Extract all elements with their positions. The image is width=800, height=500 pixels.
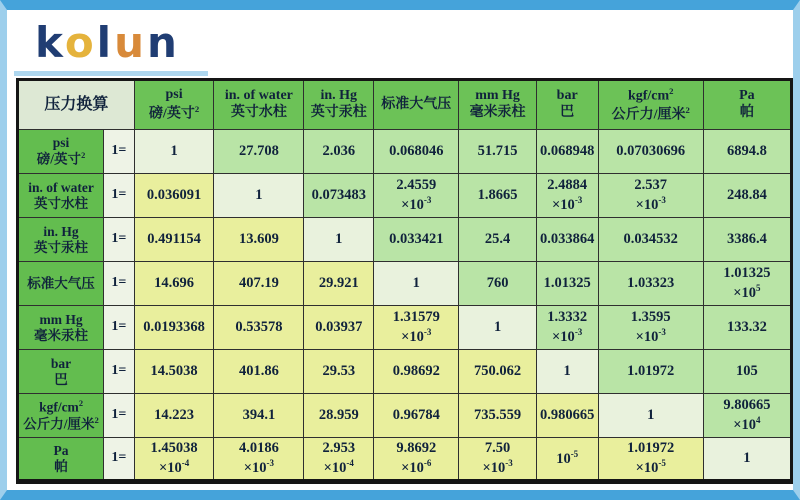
table-cell-r5-c6: 1.01972: [598, 350, 703, 394]
row-label-0: psi 磅/英寸$^2$: [18, 130, 104, 174]
table-cell-r0-c3: 0.068046: [374, 130, 459, 174]
table-cell-r3-c0: 14.696: [134, 262, 214, 306]
logo-underline: [14, 71, 208, 76]
unit-equals-cell: 1=: [104, 306, 135, 350]
row-label-2: in. Hg 英寸汞柱: [18, 218, 104, 262]
table-cell-r0-c4: 51.715: [459, 130, 536, 174]
logo-letter-o: o: [64, 18, 97, 67]
table-cell-r6-c0: 14.223: [134, 394, 214, 438]
row-label-5: bar 巴: [18, 350, 104, 394]
row-label-1: in. of water 英寸水柱: [18, 174, 104, 218]
table-cell-r1-c1: 1: [214, 174, 304, 218]
unit-equals-cell: 1=: [104, 350, 135, 394]
table-cell-r3-c1: 407.19: [214, 262, 304, 306]
logo-letter-l: l: [96, 18, 115, 67]
table-cell-r7-c0: 1.45038 $\times 10^{-4}$: [134, 438, 214, 482]
table-title: 压力换算: [18, 80, 135, 130]
table-body: [18, 130, 792, 482]
table-row-0: [18, 130, 792, 174]
table-cell-r7-c6: 1.01972 $\times 10^{-5}$: [598, 438, 703, 482]
table-row-2: [18, 218, 792, 262]
table-cell-r7-c4: 7.50 $\times 10^{-3}$: [459, 438, 536, 482]
table-cell-r5-c4: 750.062: [459, 350, 536, 394]
table-cell-r5-c1: 401.86: [214, 350, 304, 394]
table-row-5: [18, 350, 792, 394]
row-label-6: kgf/$cm^2$ 公斤力/厘米$^2$: [18, 394, 104, 438]
kolun-logo: [35, 18, 180, 67]
table-cell-r7-c1: 4.0186 $\times 10^{-3}$: [214, 438, 304, 482]
column-header-3: 标准大气压: [374, 80, 459, 130]
logo-letter-n: n: [146, 18, 180, 67]
table-cell-r2-c5: 0.033864: [536, 218, 598, 262]
table-cell-r1-c3: 2.4559 $\times 10^{-3}$: [374, 174, 459, 218]
column-header-0: psi 磅/英寸$^2$: [134, 80, 214, 130]
unit-equals-cell: 1=: [104, 174, 135, 218]
table-cell-r0-c6: 0.07030696: [598, 130, 703, 174]
table-cell-r1-c7: 248.84: [703, 174, 791, 218]
table-cell-r2-c2: 1: [304, 218, 374, 262]
table-cell-r4-c4: 1: [459, 306, 536, 350]
pressure-conversion-table: [16, 78, 793, 484]
table-cell-r2-c1: 13.609: [214, 218, 304, 262]
table-cell-r5-c7: 105: [703, 350, 791, 394]
unit-equals-cell: 1=: [104, 262, 135, 306]
table-cell-r6-c7: 9.80665 $\times 10^4$: [703, 394, 791, 438]
column-header-2: in. Hg 英寸汞柱: [304, 80, 374, 130]
table-row-6: [18, 394, 792, 438]
table-cell-r7-c5: $10^{-5}$: [536, 438, 598, 482]
table-cell-r0-c0: 1: [134, 130, 214, 174]
table-cell-r2-c4: 25.4: [459, 218, 536, 262]
column-header-7: Pa 帕: [703, 80, 791, 130]
row-label-4: mm Hg 毫米汞柱: [18, 306, 104, 350]
unit-equals-cell: 1=: [104, 218, 135, 262]
table-cell-r0-c5: 0.068948: [536, 130, 598, 174]
logo-letter-k: k: [35, 18, 65, 67]
table-cell-r3-c3: 1: [374, 262, 459, 306]
table-cell-r4-c2: 0.03937: [304, 306, 374, 350]
row-label-3: 标准大气压: [18, 262, 104, 306]
table-row-1: [18, 174, 792, 218]
table-cell-r4-c6: 1.3595 $\times 10^{-3}$: [598, 306, 703, 350]
table-cell-r3-c7: 1.01325 $\times 10^5$: [703, 262, 791, 306]
table-cell-r7-c2: 2.953 $\times 10^{-4}$: [304, 438, 374, 482]
table-cell-r0-c2: 2.036: [304, 130, 374, 174]
unit-equals-cell: 1=: [104, 130, 135, 174]
table-cell-r3-c2: 29.921: [304, 262, 374, 306]
table-cell-r5-c2: 29.53: [304, 350, 374, 394]
unit-equals-cell: 1=: [104, 438, 135, 482]
table-cell-r6-c3: 0.96784: [374, 394, 459, 438]
table-cell-r5-c0: 14.5038: [134, 350, 214, 394]
table-cell-r4-c3: 1.31579 $\times 10^{-3}$: [374, 306, 459, 350]
table-cell-r3-c5: 1.01325: [536, 262, 598, 306]
table-cell-r2-c7: 3386.4: [703, 218, 791, 262]
table-cell-r0-c1: 27.708: [214, 130, 304, 174]
table-cell-r6-c1: 394.1: [214, 394, 304, 438]
table-cell-r3-c6: 1.03323: [598, 262, 703, 306]
table-cell-r1-c5: 2.4884 $\times 10^{-3}$: [536, 174, 598, 218]
unit-equals-cell: 1=: [104, 394, 135, 438]
table-cell-r3-c4: 760: [459, 262, 536, 306]
table-cell-r1-c0: 0.036091: [134, 174, 214, 218]
table-cell-r1-c2: 0.073483: [304, 174, 374, 218]
table-cell-r6-c6: 1: [598, 394, 703, 438]
table-cell-r2-c6: 0.034532: [598, 218, 703, 262]
table-cell-r4-c7: 133.32: [703, 306, 791, 350]
table-cell-r4-c0: 0.0193368: [134, 306, 214, 350]
logo-letter-u: u: [114, 18, 147, 67]
column-header-5: bar 巴: [536, 80, 598, 130]
table-cell-r1-c6: 2.537 $\times 10^{-3}$: [598, 174, 703, 218]
table-row-7: [18, 438, 792, 482]
header-row: [18, 80, 792, 130]
table-cell-r6-c5: 0.980665: [536, 394, 598, 438]
table-cell-r4-c5: 1.3332 $\times 10^{-3}$: [536, 306, 598, 350]
table-cell-r7-c7: 1: [703, 438, 791, 482]
column-header-6: kgf/$cm^2$ 公斤力/厘米$^2$: [598, 80, 703, 130]
table-row-4: [18, 306, 792, 350]
table-cell-r4-c1: 0.53578: [214, 306, 304, 350]
table-cell-r0-c7: 6894.8: [703, 130, 791, 174]
table-cell-r6-c2: 28.959: [304, 394, 374, 438]
table-row-3: [18, 262, 792, 306]
table-header: [18, 80, 792, 130]
row-label-7: Pa 帕: [18, 438, 104, 482]
table-cell-r2-c0: 0.491154: [134, 218, 214, 262]
table-cell-r7-c3: 9.8692 $\times 10^{-6}$: [374, 438, 459, 482]
column-header-4: mm Hg 毫米汞柱: [459, 80, 536, 130]
table-cell-r2-c3: 0.033421: [374, 218, 459, 262]
table-cell-r5-c3: 0.98692: [374, 350, 459, 394]
column-header-1: in. of water 英寸水柱: [214, 80, 304, 130]
table-cell-r6-c4: 735.559: [459, 394, 536, 438]
table-cell-r1-c4: 1.8665: [459, 174, 536, 218]
table-cell-r5-c5: 1: [536, 350, 598, 394]
